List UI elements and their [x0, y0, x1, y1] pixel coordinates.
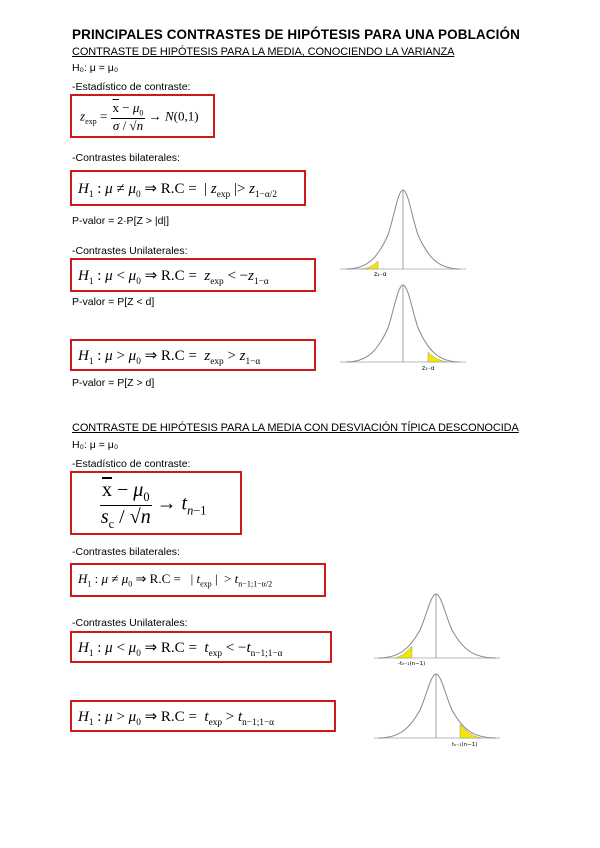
section2-bilateral-label: -Contrastes bilaterales: [72, 546, 180, 558]
normal-curve-left-tail [338, 185, 468, 277]
t-curve-left-tail [372, 590, 502, 668]
t-statistic-formula-box [70, 471, 242, 535]
right-curve-label: z₁₋α [422, 365, 435, 372]
section1-stat-label: -Estadístico de contraste: [72, 81, 191, 93]
section1-unilateral-label: -Contrastes Unilaterales: [72, 245, 188, 257]
section2-h0: H₀: μ = μ₀ [72, 439, 119, 451]
bilateral-test-box [70, 170, 306, 206]
left-tail-test-box [70, 258, 316, 292]
t-bilateral-test-box [70, 563, 326, 597]
z-statistic-formula-box [70, 94, 215, 138]
t-right-tail-test-box [70, 700, 336, 732]
section1-h0: H₀: μ = μ₀ [72, 62, 119, 74]
left-curve-label: z₁₋α [374, 271, 387, 277]
section1-bilateral-label: -Contrastes bilaterales: [72, 152, 180, 164]
t-bilateral-test-formula: $H_1$ : $\mu \ne \mu_0$ ⇒ R.C = | $t_{exp}$ | > $t_{n-1;1-\alpha/2}$ [78, 571, 273, 589]
t-left-tail-test-box [70, 631, 332, 663]
t-left-tail-area [394, 646, 412, 658]
bilateral-test-formula: $H_1$ : $\mu \ne \mu_0$ ⇒ R.C = | $z_{exp}$ |> $z_{1-\alpha/2}$ [78, 181, 278, 200]
section2-unilateral-label: -Contrastes Unilaterales: [72, 617, 188, 629]
page-title: PRINCIPALES CONTRASTES DE HIPÓTESIS PARA UNA POBLACIÓN [72, 27, 520, 42]
t-statistic-formula: $\frac{\overline{x} - \mu_0}{s_c / √n}$ → $t_{n-1}$ [100, 479, 207, 531]
t-right-curve-label: tₙ₋₁(n−1) [452, 742, 478, 748]
section1-heading: CONTRASTE DE HIPÓTESIS PARA LA MEDIA, CONOCIENDO LA VARIANZA [72, 46, 455, 58]
section1-right-pvalue: P-valor = P[Z > d] [72, 377, 155, 389]
left-tail-area [358, 261, 378, 269]
section1-bilateral-pvalue: P-valor = 2·P[Z > |d|] [72, 215, 170, 227]
t-left-tail-test-formula: $H_1$ : $\mu < \mu_0$ ⇒ $R.C = t_{exp} < -t_{n-1;1-\alpha}$ [78, 640, 283, 659]
right-tail-area [428, 352, 448, 362]
right-tail-test-box [70, 339, 316, 371]
t-right-tail-test-formula: $H_1$ : $\mu > \mu_0$ ⇒ $R.C = t_{exp} > t_{n-1;1-\alpha}$ [78, 709, 275, 728]
t-left-curve-label: -tₙ₋₁(n−1) [398, 661, 426, 667]
t-curve-right-tail [372, 670, 502, 750]
z-statistic-formula: $z_{exp}$ = $\frac{\overline{x} - \mu_0}{\sigma / √n}$ → N(0,1) [80, 100, 199, 134]
right-tail-test-formula: $H_1$ : $\mu > \mu_0$ ⇒ $R.C = z_{exp} > z_{1-\alpha}$ [78, 348, 261, 367]
left-tail-test-formula: $H_1$ : $\mu < \mu_0$ ⇒ $R.C = z_{exp} < -z_{1-\alpha}$ [78, 268, 269, 287]
section1-left-pvalue: P-valor = P[Z < d] [72, 296, 155, 308]
normal-curve-right-tail [338, 282, 468, 374]
section2-stat-label: -Estadístico de contraste: [72, 458, 191, 470]
section2-heading: CONTRASTE DE HIPÓTESIS PARA LA MEDIA CON DESVIACIÓN TÍPICA DESCONOCIDA [72, 422, 519, 434]
